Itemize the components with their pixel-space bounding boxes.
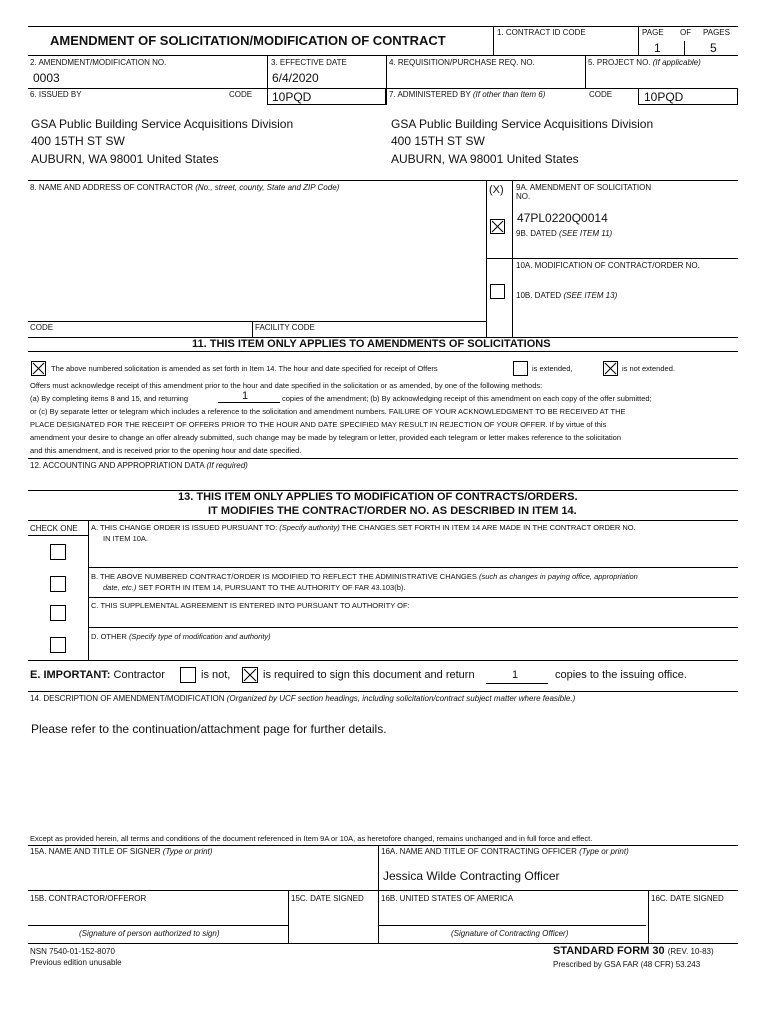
amendment-no: 0003 bbox=[33, 71, 60, 85]
important-copies: 1 bbox=[512, 669, 519, 681]
contractor-label: 8. NAME AND ADDRESS OF CONTRACTOR (No., street, county, State and ZIP Code) bbox=[30, 183, 340, 192]
amendment-no-label: 2. AMENDMENT/MODIFICATION NO. bbox=[30, 58, 167, 67]
dated-9b-label: 9B. DATED (SEE ITEM 11) bbox=[516, 229, 613, 238]
issued-by-code: 10PQD bbox=[272, 90, 312, 104]
accounting-label: 12. ACCOUNTING AND APPROPRIATION DATA (If required) bbox=[30, 461, 248, 470]
item11-line3a: (a) By completing items 8 and 15, and returning bbox=[30, 394, 189, 403]
effective-date-label: 3. EFFECTIVE DATE bbox=[271, 58, 347, 67]
sol-label-no: NO. bbox=[516, 192, 531, 201]
s15c-label: 15C. DATE SIGNED bbox=[291, 894, 364, 903]
administered-line2: 400 15TH ST SW bbox=[391, 134, 485, 148]
administered-by-label: 7. ADMINISTERED BY (If other than Item 6) bbox=[389, 90, 546, 99]
checkbox-13a[interactable] bbox=[50, 544, 66, 560]
effective-date: 6/4/2020 bbox=[272, 71, 319, 85]
sol-label: 9A. AMENDMENT OF SOLICITATION bbox=[516, 183, 652, 192]
form-number: STANDARD FORM 30 (REV. 10-83) bbox=[553, 945, 714, 957]
officer-name: Jessica Wilde Contracting Officer bbox=[383, 869, 560, 883]
issued-by-line3: AUBURN, WA 98001 United States bbox=[31, 152, 219, 166]
checkbox-is-not[interactable] bbox=[180, 667, 196, 683]
item13-b: B. THE ABOVE NUMBERED CONTRACT/ORDER IS MODIFIED TO REFLECT THE ADMINISTRATIVE CHANGES (such as changes in paying office, appropriation bbox=[91, 572, 638, 581]
sig-person-label: (Signature of person authorized to sign) bbox=[79, 929, 220, 938]
checkbox-13d[interactable] bbox=[50, 637, 66, 653]
checkbox-is-required[interactable] bbox=[242, 667, 258, 683]
checkbox-not-extended[interactable] bbox=[603, 361, 618, 376]
item11-line4: or (c) By separate letter or telegram which includes a reference to the solicitation and amendment numbers. FAILURE OF YOUR ACKNOWLEDGMENT TO BE RECEIVED AT THE bbox=[30, 407, 626, 416]
mod-10a-label: 10A. MODIFICATION OF CONTRACT/ORDER NO. bbox=[516, 261, 700, 270]
checkbox-amended[interactable] bbox=[31, 361, 46, 376]
x-mark-header: (X) bbox=[489, 184, 504, 196]
check-one-label: CHECK ONE bbox=[30, 524, 78, 533]
item14-label: 14. DESCRIPTION OF AMENDMENT/MODIFICATION (Organized by UCF section headings, including solicitation/contract subject matter where feasible.) bbox=[30, 694, 576, 703]
page-label: PAGE bbox=[642, 28, 664, 37]
administered-line1: GSA Public Building Service Acquisitions Division bbox=[391, 117, 654, 131]
nsn: NSN 7540-01-152-8070 bbox=[30, 947, 115, 956]
contract-id-label: 1. CONTRACT ID CODE bbox=[497, 28, 586, 37]
is-not-label: is not, bbox=[201, 669, 231, 681]
item11-title: 11. THIS ITEM ONLY APPLIES TO AMENDMENTS OF SOLICITATIONS bbox=[192, 338, 551, 350]
s16a-label: 16A. NAME AND TITLE OF CONTRACTING OFFICER (Type or print) bbox=[381, 847, 629, 856]
dated-10b-label: 10B. DATED (SEE ITEM 13) bbox=[516, 291, 618, 300]
solicitation-number: 47PL0220Q0014 bbox=[517, 211, 608, 225]
is-required-label: is required to sign this document and return bbox=[263, 669, 475, 681]
code-label: CODE bbox=[30, 323, 54, 332]
not-extended-label: is not extended. bbox=[622, 364, 675, 373]
s15b-label: 15B. CONTRACTOR/OFFEROR bbox=[30, 894, 147, 903]
except-text: Except as provided herein, all terms and conditions of the document referenced in Item 9A or 10A, as heretofore changed, remains unchanged and in full force and effect. bbox=[30, 834, 593, 843]
extended-label: is extended, bbox=[532, 364, 573, 373]
administered-code-label: CODE bbox=[589, 90, 613, 99]
administered-code: 10PQD bbox=[644, 90, 684, 104]
item11-line7: and this amendment, and is received prior to the opening hour and date specified. bbox=[30, 446, 302, 455]
total-pages: 5 bbox=[710, 41, 717, 55]
item13-a: A. THIS CHANGE ORDER IS ISSUED PURSUANT TO: (Specify authority) THE CHANGES SET FORTH IN ITEM 14 ARE MADE IN THE CONTRACT ORDER NO. bbox=[91, 523, 636, 532]
requisition-label: 4. REQUISITION/PURCHASE REQ. NO. bbox=[389, 58, 535, 67]
item13-title2: IT MODIFIES THE CONTRACT/ORDER NO. AS DESCRIBED IN ITEM 14. bbox=[208, 505, 577, 517]
item11-line1: The above numbered solicitation is amended as set forth in Item 14. The hour and date specified for receipt of Offers bbox=[51, 364, 438, 373]
of-label: OF bbox=[680, 28, 692, 37]
issued-by-line1: GSA Public Building Service Acquisitions Division bbox=[31, 117, 294, 131]
issued-by-line2: 400 15TH ST SW bbox=[31, 134, 125, 148]
facility-code-label: FACILITY CODE bbox=[255, 323, 315, 332]
item13-b-line2: date, etc.) SET FORTH IN ITEM 14, PURSUANT TO THE AUTHORITY OF FAR 43.103(b). bbox=[103, 583, 406, 592]
prescribed: Prescribed by GSA FAR (48 CFR) 53.243 bbox=[553, 960, 701, 969]
s16b-label: 16B. UNITED STATES OF AMERICA bbox=[381, 894, 514, 903]
item13-a-line2: IN ITEM 10A. bbox=[103, 534, 149, 543]
checkbox-9a[interactable] bbox=[490, 219, 505, 234]
item11-line3b: copies of the amendment; (b) By acknowledging receipt of this amendment on each copy of the offer submitted; bbox=[282, 394, 652, 403]
pages-label: PAGES bbox=[703, 28, 730, 37]
project-label: 5. PROJECT NO. (If applicable) bbox=[588, 58, 701, 67]
copies-returned: 1 bbox=[242, 390, 249, 402]
form-title: AMENDMENT OF SOLICITATION/MODIFICATION OF CONTRACT bbox=[50, 33, 446, 48]
copies-text: copies to the issuing office. bbox=[555, 669, 687, 681]
administered-line3: AUBURN, WA 98001 United States bbox=[391, 152, 579, 166]
checkbox-13c[interactable] bbox=[50, 605, 66, 621]
s16c-label: 16C. DATE SIGNED bbox=[651, 894, 724, 903]
sig-officer-label: (Signature of Contracting Officer) bbox=[451, 929, 569, 938]
item11-line6: amendment your desire to change an offer already submitted, such change may be made by telegram or letter, provided each telegram or letter makes reference to the solicitation bbox=[30, 433, 622, 442]
item11-line5: PLACE DESIGNATED FOR THE RECEIPT OF OFFERS PRIOR TO THE HOUR AND DATE SPECIFIED MAY RESULT IN REJECTION OF YOUR OFFER. If by virtue of this bbox=[30, 420, 607, 429]
checkbox-extended[interactable] bbox=[513, 361, 528, 376]
page-number: 1 bbox=[654, 41, 661, 55]
item11-line2: Offers must acknowledge receipt of this amendment prior to the hour and date specified in the solicitation or as amended, by one of the following methods: bbox=[30, 381, 543, 390]
issued-by-label: 6. ISSUED BY bbox=[30, 90, 82, 99]
s15a-label: 15A. NAME AND TITLE OF SIGNER (Type or print) bbox=[30, 847, 213, 856]
important-label: E. IMPORTANT: Contractor bbox=[30, 669, 165, 681]
checkbox-13b[interactable] bbox=[50, 576, 66, 592]
issued-by-code-label: CODE bbox=[229, 90, 253, 99]
item14-text: Please refer to the continuation/attachment page for further details. bbox=[31, 722, 387, 736]
item13-c: C. THIS SUPPLEMENTAL AGREEMENT IS ENTERED INTO PURSUANT TO AUTHORITY OF: bbox=[91, 601, 410, 610]
item13-title1: 13. THIS ITEM ONLY APPLIES TO MODIFICATION OF CONTRACTS/ORDERS. bbox=[178, 491, 578, 503]
checkbox-10a[interactable] bbox=[490, 284, 505, 299]
previous-edition: Previous edition unusable bbox=[30, 958, 122, 967]
item13-d: D. OTHER (Specify type of modification and authority) bbox=[91, 632, 271, 641]
